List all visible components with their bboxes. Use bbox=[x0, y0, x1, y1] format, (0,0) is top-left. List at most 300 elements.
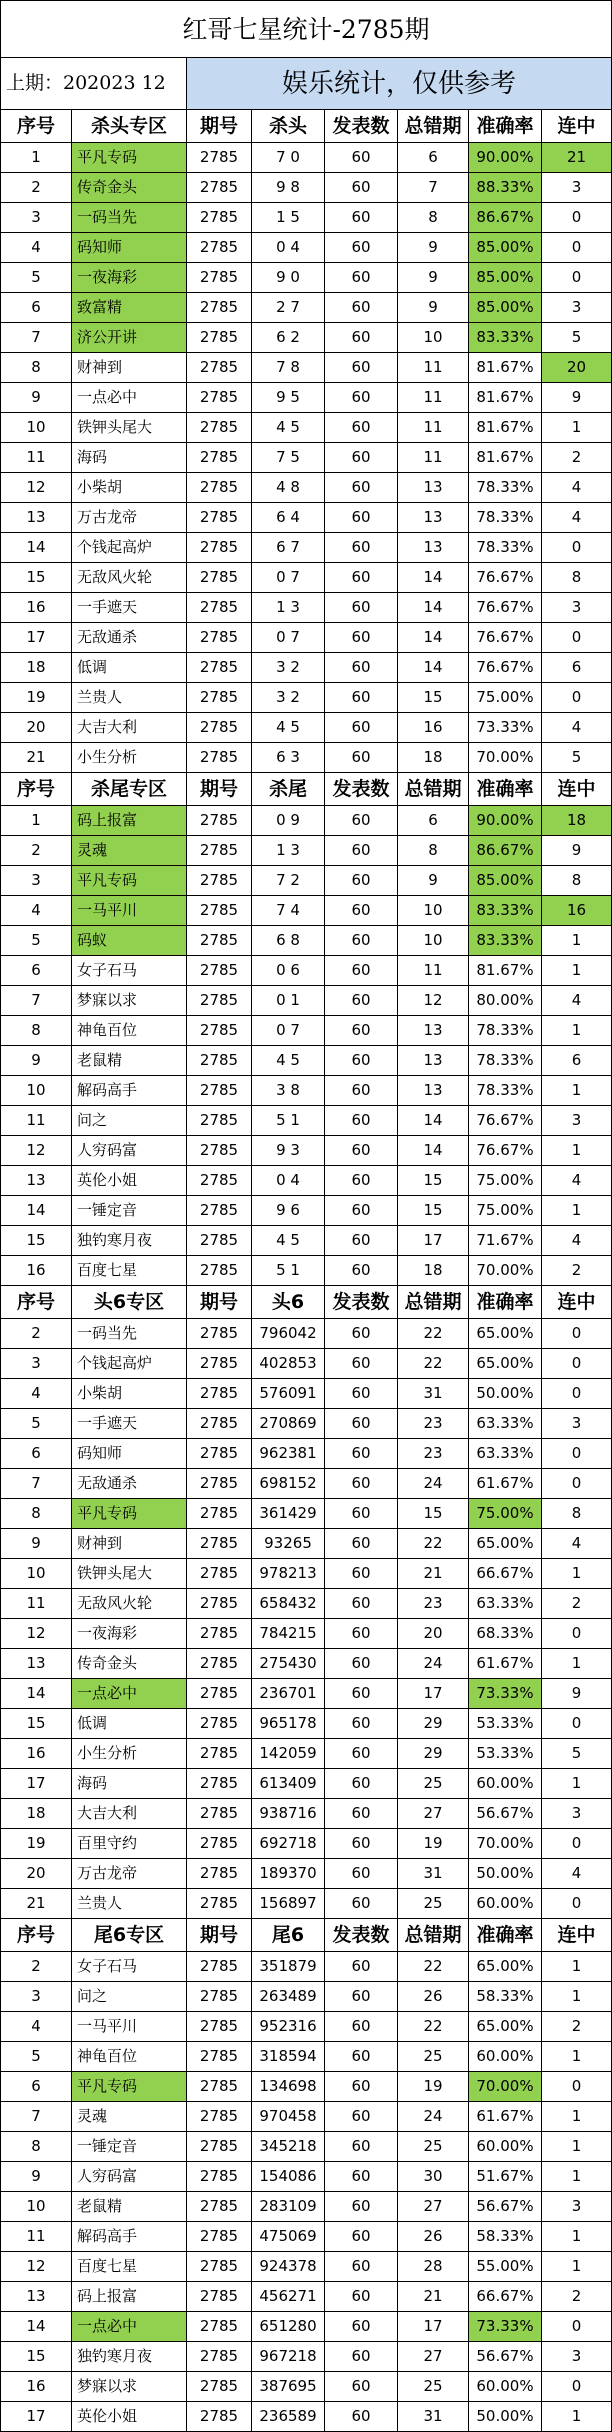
cell-wrong: 22 bbox=[398, 1529, 469, 1559]
cell-streak: 4 bbox=[542, 1226, 612, 1256]
cell-accuracy: 73.33% bbox=[469, 2312, 542, 2342]
cell-value: 0 7 bbox=[252, 563, 325, 593]
cell-value: 9 8 bbox=[252, 173, 325, 203]
cell-name: 小柴胡 bbox=[72, 1379, 187, 1409]
table-row bbox=[1, 1799, 612, 1829]
cell-value: 6 7 bbox=[252, 533, 325, 563]
cell-posts: 60 bbox=[325, 2012, 398, 2042]
cell-name: 一夜海彩 bbox=[72, 263, 187, 293]
cell-name: 一点必中 bbox=[72, 1679, 187, 1709]
cell-streak: 6 bbox=[542, 653, 612, 683]
table-row bbox=[1, 2072, 612, 2102]
cell-name: 百度七星 bbox=[72, 1256, 187, 1286]
cell-value: 4 5 bbox=[252, 1046, 325, 1076]
cell-name: 无敌通杀 bbox=[72, 623, 187, 653]
cell-wrong: 13 bbox=[398, 533, 469, 563]
header-value: 杀头 bbox=[252, 110, 325, 143]
cell-name: 低调 bbox=[72, 1709, 187, 1739]
cell-accuracy: 73.33% bbox=[469, 1679, 542, 1709]
cell-wrong: 9 bbox=[398, 293, 469, 323]
cell-period: 2785 bbox=[187, 2402, 252, 2432]
cell-streak: 0 bbox=[542, 1619, 612, 1649]
cell-streak: 1 bbox=[542, 1952, 612, 1982]
cell-number: 21 bbox=[1, 1889, 72, 1919]
cell-period: 2785 bbox=[187, 1166, 252, 1196]
header-number: 序号 bbox=[1, 773, 72, 806]
cell-accuracy: 56.67% bbox=[469, 1799, 542, 1829]
cell-number: 2 bbox=[1, 836, 72, 866]
cell-name: 一锤定音 bbox=[72, 2132, 187, 2162]
table-row bbox=[1, 1679, 612, 1709]
cell-posts: 60 bbox=[325, 233, 398, 263]
cell-value: 613409 bbox=[252, 1769, 325, 1799]
cell-value: 351879 bbox=[252, 1952, 325, 1982]
cell-posts: 60 bbox=[325, 2312, 398, 2342]
cell-streak: 9 bbox=[542, 383, 612, 413]
table-row bbox=[1, 653, 612, 683]
cell-value: 965178 bbox=[252, 1709, 325, 1739]
table-row bbox=[1, 956, 612, 986]
cell-wrong: 19 bbox=[398, 1829, 469, 1859]
cell-streak: 0 bbox=[542, 1889, 612, 1919]
cell-posts: 60 bbox=[325, 413, 398, 443]
cell-posts: 60 bbox=[325, 1409, 398, 1439]
cell-name: 无敌通杀 bbox=[72, 1469, 187, 1499]
header-value: 杀尾 bbox=[252, 773, 325, 806]
cell-accuracy: 55.00% bbox=[469, 2252, 542, 2282]
cell-accuracy: 78.33% bbox=[469, 503, 542, 533]
cell-streak: 20 bbox=[542, 353, 612, 383]
cell-streak: 0 bbox=[542, 533, 612, 563]
table-row bbox=[1, 1649, 612, 1679]
table-row bbox=[1, 2312, 612, 2342]
cell-number: 10 bbox=[1, 413, 72, 443]
cell-posts: 60 bbox=[325, 2222, 398, 2252]
cell-streak: 2 bbox=[542, 443, 612, 473]
cell-value: 9 5 bbox=[252, 383, 325, 413]
table-row bbox=[1, 1529, 612, 1559]
cell-number: 12 bbox=[1, 1136, 72, 1166]
cell-posts: 60 bbox=[325, 1319, 398, 1349]
cell-number: 6 bbox=[1, 1439, 72, 1469]
cell-wrong: 16 bbox=[398, 713, 469, 743]
cell-name: 码知师 bbox=[72, 233, 187, 263]
cell-wrong: 22 bbox=[398, 1319, 469, 1349]
cell-accuracy: 63.33% bbox=[469, 1589, 542, 1619]
cell-posts: 60 bbox=[325, 2372, 398, 2402]
cell-number: 2 bbox=[1, 1319, 72, 1349]
table-row bbox=[1, 323, 612, 353]
cell-name: 解码高手 bbox=[72, 1076, 187, 1106]
cell-posts: 60 bbox=[325, 203, 398, 233]
cell-streak: 8 bbox=[542, 1499, 612, 1529]
cell-period: 2785 bbox=[187, 2042, 252, 2072]
table-row bbox=[1, 986, 612, 1016]
cell-number: 8 bbox=[1, 1499, 72, 1529]
cell-name: 万古龙帝 bbox=[72, 1859, 187, 1889]
table-row bbox=[1, 383, 612, 413]
cell-name: 灵魂 bbox=[72, 2102, 187, 2132]
cell-posts: 60 bbox=[325, 2162, 398, 2192]
cell-posts: 60 bbox=[325, 896, 398, 926]
table-row bbox=[1, 2402, 612, 2432]
cell-number: 16 bbox=[1, 593, 72, 623]
cell-posts: 60 bbox=[325, 473, 398, 503]
cell-wrong: 31 bbox=[398, 1859, 469, 1889]
cell-period: 2785 bbox=[187, 1499, 252, 1529]
cell-wrong: 10 bbox=[398, 896, 469, 926]
cell-period: 2785 bbox=[187, 1256, 252, 1286]
table-row bbox=[1, 413, 612, 443]
cell-number: 19 bbox=[1, 1829, 72, 1859]
cell-period: 2785 bbox=[187, 1769, 252, 1799]
cell-name: 一马平川 bbox=[72, 896, 187, 926]
cell-name: 平凡专码 bbox=[72, 143, 187, 173]
cell-name: 神龟百位 bbox=[72, 2042, 187, 2072]
cell-period: 2785 bbox=[187, 593, 252, 623]
table-row bbox=[1, 1469, 612, 1499]
cell-posts: 60 bbox=[325, 2192, 398, 2222]
cell-value: 263489 bbox=[252, 1982, 325, 2012]
cell-name: 财神到 bbox=[72, 353, 187, 383]
cell-streak: 0 bbox=[542, 1709, 612, 1739]
cell-value: 4 8 bbox=[252, 473, 325, 503]
cell-period: 2785 bbox=[187, 1319, 252, 1349]
cell-period: 2785 bbox=[187, 1829, 252, 1859]
cell-name: 老鼠精 bbox=[72, 2192, 187, 2222]
table-row bbox=[1, 2162, 612, 2192]
cell-posts: 60 bbox=[325, 443, 398, 473]
disclaimer-banner: 娱乐统计，仅供参考 bbox=[187, 58, 612, 110]
cell-accuracy: 81.67% bbox=[469, 353, 542, 383]
cell-number: 15 bbox=[1, 1709, 72, 1739]
cell-number: 4 bbox=[1, 233, 72, 263]
cell-name: 小生分析 bbox=[72, 743, 187, 773]
cell-wrong: 19 bbox=[398, 2072, 469, 2102]
cell-streak: 8 bbox=[542, 563, 612, 593]
cell-number: 4 bbox=[1, 2012, 72, 2042]
cell-wrong: 13 bbox=[398, 503, 469, 533]
table-row bbox=[1, 2222, 612, 2252]
cell-value: 189370 bbox=[252, 1859, 325, 1889]
cell-streak: 2 bbox=[542, 1256, 612, 1286]
table-row bbox=[1, 1559, 612, 1589]
cell-period: 2785 bbox=[187, 353, 252, 383]
cell-value: 658432 bbox=[252, 1589, 325, 1619]
cell-name: 铁钾头尾大 bbox=[72, 413, 187, 443]
table-row bbox=[1, 866, 612, 896]
cell-value: 7 5 bbox=[252, 443, 325, 473]
cell-streak: 1 bbox=[542, 2102, 612, 2132]
cell-period: 2785 bbox=[187, 806, 252, 836]
cell-streak: 0 bbox=[542, 263, 612, 293]
cell-accuracy: 78.33% bbox=[469, 533, 542, 563]
cell-value: 6 8 bbox=[252, 926, 325, 956]
cell-name: 女子石马 bbox=[72, 956, 187, 986]
cell-value: 402853 bbox=[252, 1349, 325, 1379]
header-period: 期号 bbox=[187, 110, 252, 143]
cell-value: 9 6 bbox=[252, 1196, 325, 1226]
cell-period: 2785 bbox=[187, 866, 252, 896]
cell-number: 14 bbox=[1, 1196, 72, 1226]
cell-period: 2785 bbox=[187, 1409, 252, 1439]
table-row bbox=[1, 1709, 612, 1739]
cell-wrong: 6 bbox=[398, 143, 469, 173]
table-row bbox=[1, 2132, 612, 2162]
cell-number: 5 bbox=[1, 1409, 72, 1439]
cell-value: 318594 bbox=[252, 2042, 325, 2072]
table-row bbox=[1, 683, 612, 713]
cell-streak: 1 bbox=[542, 1559, 612, 1589]
cell-posts: 60 bbox=[325, 836, 398, 866]
cell-name: 兰贵人 bbox=[72, 683, 187, 713]
cell-posts: 60 bbox=[325, 593, 398, 623]
cell-wrong: 11 bbox=[398, 413, 469, 443]
table-row bbox=[1, 473, 612, 503]
cell-streak: 4 bbox=[542, 503, 612, 533]
cell-posts: 60 bbox=[325, 1106, 398, 1136]
cell-wrong: 11 bbox=[398, 353, 469, 383]
cell-value: 475069 bbox=[252, 2222, 325, 2252]
header-name: 杀尾专区 bbox=[72, 773, 187, 806]
cell-wrong: 8 bbox=[398, 203, 469, 233]
title-row bbox=[1, 1, 612, 58]
cell-streak: 0 bbox=[542, 203, 612, 233]
cell-period: 2785 bbox=[187, 1016, 252, 1046]
header-wrong: 总错期 bbox=[398, 1919, 469, 1952]
table-row bbox=[1, 1166, 612, 1196]
cell-number: 10 bbox=[1, 1076, 72, 1106]
cell-accuracy: 80.00% bbox=[469, 986, 542, 1016]
cell-number: 1 bbox=[1, 143, 72, 173]
cell-wrong: 25 bbox=[398, 2132, 469, 2162]
cell-period: 2785 bbox=[187, 986, 252, 1016]
cell-number: 18 bbox=[1, 1799, 72, 1829]
cell-wrong: 14 bbox=[398, 563, 469, 593]
cell-period: 2785 bbox=[187, 1469, 252, 1499]
cell-value: 7 4 bbox=[252, 896, 325, 926]
cell-accuracy: 86.67% bbox=[469, 836, 542, 866]
cell-value: 156897 bbox=[252, 1889, 325, 1919]
cell-posts: 60 bbox=[325, 866, 398, 896]
cell-posts: 60 bbox=[325, 653, 398, 683]
cell-value: 345218 bbox=[252, 2132, 325, 2162]
cell-streak: 2 bbox=[542, 2012, 612, 2042]
table-row bbox=[1, 1046, 612, 1076]
cell-name: 传奇金头 bbox=[72, 173, 187, 203]
header-name: 杀头专区 bbox=[72, 110, 187, 143]
cell-period: 2785 bbox=[187, 203, 252, 233]
cell-accuracy: 61.67% bbox=[469, 2102, 542, 2132]
cell-accuracy: 76.67% bbox=[469, 653, 542, 683]
table-row bbox=[1, 1499, 612, 1529]
cell-wrong: 15 bbox=[398, 1499, 469, 1529]
cell-wrong: 29 bbox=[398, 1739, 469, 1769]
cell-streak: 0 bbox=[542, 1319, 612, 1349]
cell-name: 码上报富 bbox=[72, 2282, 187, 2312]
cell-wrong: 21 bbox=[398, 2282, 469, 2312]
header-wrong: 总错期 bbox=[398, 110, 469, 143]
cell-streak: 1 bbox=[542, 2402, 612, 2432]
cell-name: 个钱起高炉 bbox=[72, 533, 187, 563]
cell-streak: 1 bbox=[542, 1649, 612, 1679]
cell-period: 2785 bbox=[187, 2252, 252, 2282]
cell-accuracy: 65.00% bbox=[469, 1319, 542, 1349]
table-row bbox=[1, 293, 612, 323]
cell-accuracy: 83.33% bbox=[469, 896, 542, 926]
cell-posts: 60 bbox=[325, 353, 398, 383]
cell-name: 济公开讲 bbox=[72, 323, 187, 353]
cell-wrong: 11 bbox=[398, 383, 469, 413]
cell-period: 2785 bbox=[187, 1076, 252, 1106]
cell-posts: 60 bbox=[325, 1076, 398, 1106]
cell-number: 15 bbox=[1, 563, 72, 593]
cell-accuracy: 85.00% bbox=[469, 263, 542, 293]
cell-number: 14 bbox=[1, 1679, 72, 1709]
header-posts: 发表数 bbox=[325, 110, 398, 143]
header-streak: 连中 bbox=[542, 1286, 612, 1319]
cell-period: 2785 bbox=[187, 2312, 252, 2342]
cell-posts: 60 bbox=[325, 1799, 398, 1829]
table-row bbox=[1, 503, 612, 533]
cell-posts: 60 bbox=[325, 1166, 398, 1196]
cell-accuracy: 58.33% bbox=[469, 2222, 542, 2252]
cell-posts: 60 bbox=[325, 1016, 398, 1046]
header-value: 头6 bbox=[252, 1286, 325, 1319]
cell-streak: 16 bbox=[542, 896, 612, 926]
cell-streak: 1 bbox=[542, 2132, 612, 2162]
cell-value: 698152 bbox=[252, 1469, 325, 1499]
cell-period: 2785 bbox=[187, 1196, 252, 1226]
kill-head-section bbox=[1, 110, 612, 773]
info-row bbox=[1, 58, 612, 110]
cell-wrong: 12 bbox=[398, 986, 469, 1016]
cell-number: 5 bbox=[1, 926, 72, 956]
cell-number: 15 bbox=[1, 1226, 72, 1256]
cell-wrong: 8 bbox=[398, 836, 469, 866]
cell-period: 2785 bbox=[187, 293, 252, 323]
cell-number: 19 bbox=[1, 683, 72, 713]
cell-posts: 60 bbox=[325, 2252, 398, 2282]
cell-value: 967218 bbox=[252, 2342, 325, 2372]
sections-container bbox=[1, 110, 612, 2432]
cell-period: 2785 bbox=[187, 713, 252, 743]
cell-wrong: 22 bbox=[398, 1349, 469, 1379]
cell-wrong: 28 bbox=[398, 2252, 469, 2282]
cell-accuracy: 58.33% bbox=[469, 1982, 542, 2012]
cell-streak: 4 bbox=[542, 1529, 612, 1559]
cell-name: 一手遮天 bbox=[72, 1409, 187, 1439]
cell-period: 2785 bbox=[187, 2342, 252, 2372]
cell-value: 1 5 bbox=[252, 203, 325, 233]
table-row bbox=[1, 1106, 612, 1136]
cell-wrong: 22 bbox=[398, 2012, 469, 2042]
cell-number: 13 bbox=[1, 1649, 72, 1679]
cell-name: 海码 bbox=[72, 1769, 187, 1799]
cell-value: 952316 bbox=[252, 2012, 325, 2042]
cell-name: 一手遮天 bbox=[72, 593, 187, 623]
cell-wrong: 9 bbox=[398, 866, 469, 896]
cell-posts: 60 bbox=[325, 563, 398, 593]
cell-posts: 60 bbox=[325, 1889, 398, 1919]
cell-wrong: 10 bbox=[398, 926, 469, 956]
table-row bbox=[1, 1982, 612, 2012]
cell-accuracy: 81.67% bbox=[469, 956, 542, 986]
cell-accuracy: 81.67% bbox=[469, 383, 542, 413]
cell-accuracy: 51.67% bbox=[469, 2162, 542, 2192]
cell-name: 人穷码富 bbox=[72, 1136, 187, 1166]
cell-period: 2785 bbox=[187, 653, 252, 683]
cell-wrong: 27 bbox=[398, 2192, 469, 2222]
cell-wrong: 23 bbox=[398, 1409, 469, 1439]
cell-number: 21 bbox=[1, 743, 72, 773]
cell-posts: 60 bbox=[325, 743, 398, 773]
cell-streak: 1 bbox=[542, 1016, 612, 1046]
cell-accuracy: 78.33% bbox=[469, 473, 542, 503]
table-row bbox=[1, 1256, 612, 1286]
cell-number: 17 bbox=[1, 2402, 72, 2432]
cell-period: 2785 bbox=[187, 443, 252, 473]
table-row bbox=[1, 2012, 612, 2042]
cell-period: 2785 bbox=[187, 896, 252, 926]
cell-period: 2785 bbox=[187, 1952, 252, 1982]
cell-posts: 60 bbox=[325, 1349, 398, 1379]
page-title: 红哥七星统计-2785期 bbox=[1, 1, 612, 58]
table-row bbox=[1, 2102, 612, 2132]
header-posts: 发表数 bbox=[325, 773, 398, 806]
cell-posts: 60 bbox=[325, 1709, 398, 1739]
cell-accuracy: 76.67% bbox=[469, 563, 542, 593]
cell-number: 3 bbox=[1, 1982, 72, 2012]
cell-value: 1 3 bbox=[252, 836, 325, 866]
cell-streak: 0 bbox=[542, 1829, 612, 1859]
cell-accuracy: 81.67% bbox=[469, 443, 542, 473]
cell-number: 3 bbox=[1, 1349, 72, 1379]
cell-value: 134698 bbox=[252, 2072, 325, 2102]
cell-number: 4 bbox=[1, 896, 72, 926]
cell-number: 13 bbox=[1, 2282, 72, 2312]
cell-period: 2785 bbox=[187, 1889, 252, 1919]
cell-value: 9 3 bbox=[252, 1136, 325, 1166]
cell-number: 14 bbox=[1, 533, 72, 563]
cell-name: 大吉大利 bbox=[72, 1799, 187, 1829]
cell-accuracy: 76.67% bbox=[469, 1136, 542, 1166]
cell-posts: 60 bbox=[325, 1529, 398, 1559]
cell-name: 英伦小姐 bbox=[72, 2402, 187, 2432]
cell-accuracy: 53.33% bbox=[469, 1739, 542, 1769]
cell-period: 2785 bbox=[187, 1439, 252, 1469]
cell-accuracy: 75.00% bbox=[469, 1499, 542, 1529]
cell-wrong: 15 bbox=[398, 683, 469, 713]
header-streak: 连中 bbox=[542, 110, 612, 143]
cell-accuracy: 75.00% bbox=[469, 1166, 542, 1196]
cell-value: 0 9 bbox=[252, 806, 325, 836]
cell-posts: 60 bbox=[325, 1679, 398, 1709]
cell-value: 7 8 bbox=[252, 353, 325, 383]
cell-wrong: 9 bbox=[398, 263, 469, 293]
table-row bbox=[1, 1859, 612, 1889]
cell-value: 3 2 bbox=[252, 683, 325, 713]
cell-value: 0 1 bbox=[252, 986, 325, 1016]
table-row bbox=[1, 1319, 612, 1349]
cell-value: 924378 bbox=[252, 2252, 325, 2282]
cell-accuracy: 56.67% bbox=[469, 2192, 542, 2222]
cell-number: 9 bbox=[1, 1529, 72, 1559]
cell-number: 16 bbox=[1, 2372, 72, 2402]
cell-name: 独钓寒月夜 bbox=[72, 2342, 187, 2372]
cell-period: 2785 bbox=[187, 1559, 252, 1589]
table-row bbox=[1, 1889, 612, 1919]
